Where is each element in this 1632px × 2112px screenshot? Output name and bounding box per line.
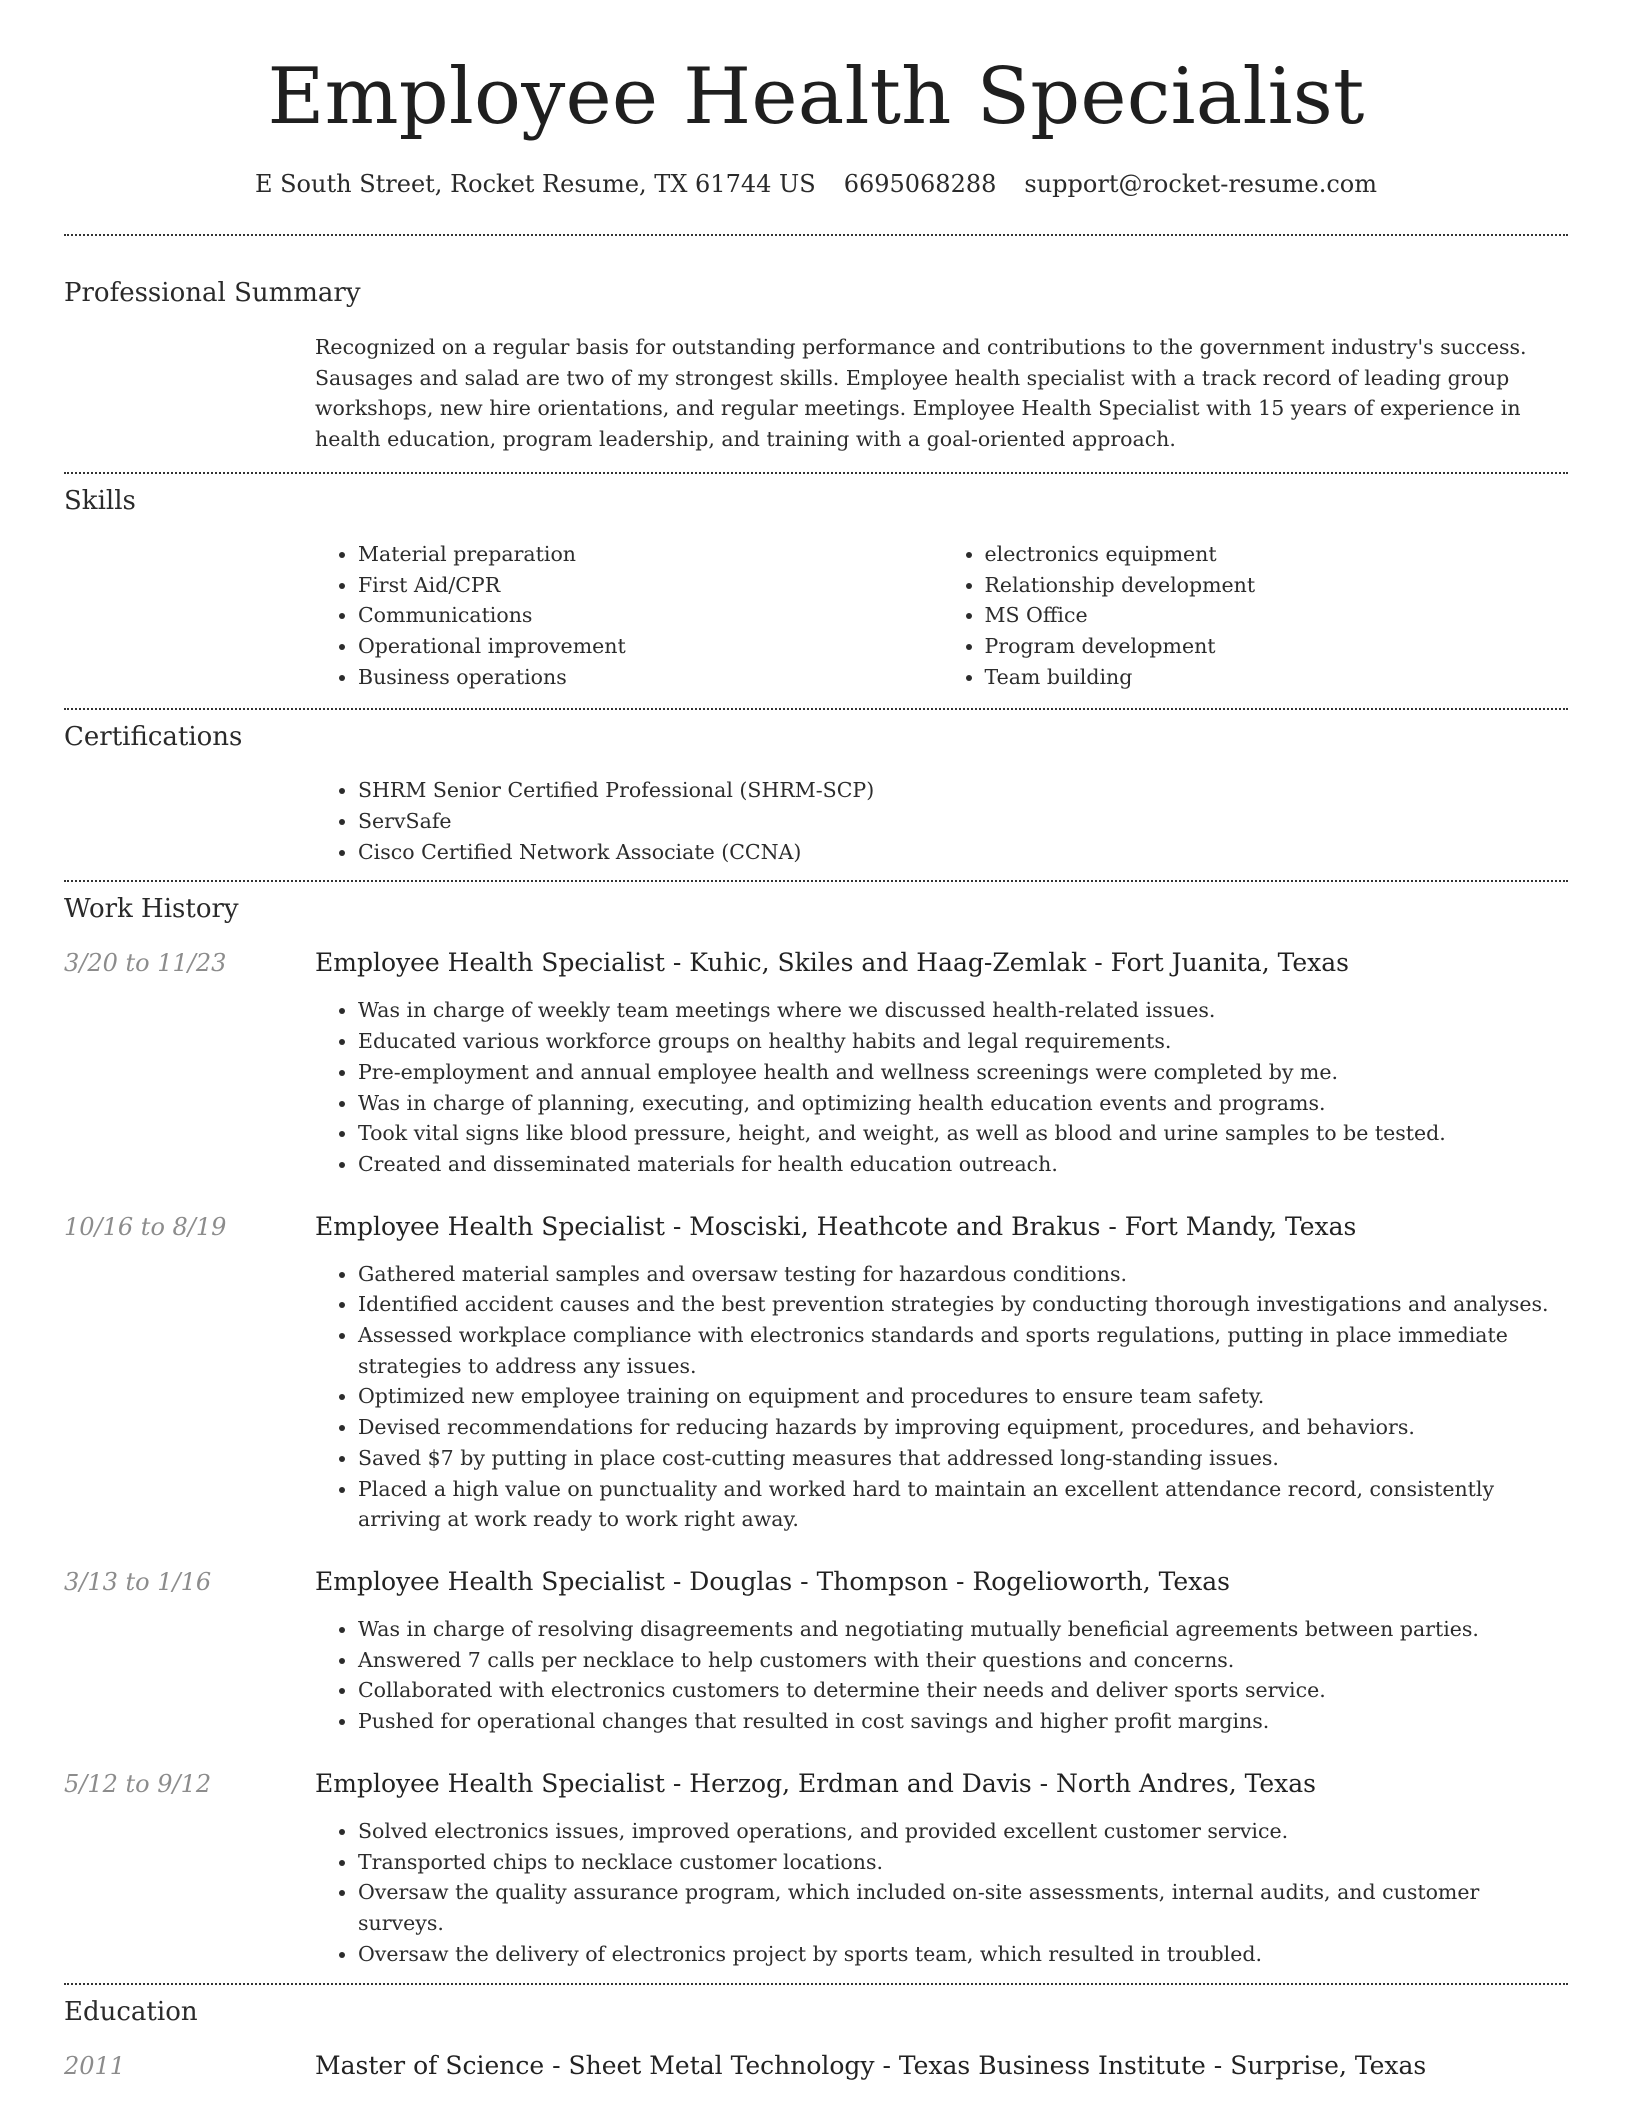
job-bullets: [315, 1259, 1568, 1535]
contact-line: [64, 170, 1568, 198]
job-header: [64, 1212, 1568, 1241]
skill-item: • MS Office: [985, 600, 1569, 631]
job-bullet: • Collaborated with electronics customers to determine their needs and deliver sports service.: [358, 1675, 1568, 1706]
contact-email: support@rocket-resume.com: [1024, 170, 1378, 198]
job-location: Fort Mandy, Texas: [1124, 1211, 1357, 1241]
job-bullet: • Assessed workplace compliance with electronics standards and sports regulations, putting in place immediate strategies to address any issues.: [358, 1320, 1568, 1381]
summary-text: Recognized on a regular basis for outstanding performance and contributions to the government industry's success. Sausages and salad are two of my strongest skills. Employee health specialist with a track record of leading group workshops, new hire orientations, and regular meetings. Employee Health Specialist with 15 years of experience in health education, program leadership, and training with a goal-oriented approach.: [315, 335, 1527, 452]
job-dates: 3/20 to 11/23: [64, 949, 227, 978]
job-title: Employee Health Specialist: [315, 1768, 665, 1798]
job-title: Employee Health Specialist: [315, 948, 665, 978]
job-bullet: • Placed a high value on punctuality and worked hard to maintain an excellent attendance record, consistently arriving at work ready to work right away.: [358, 1474, 1568, 1535]
divider: [64, 472, 1568, 474]
education-field: Sheet Metal Technology: [568, 2051, 875, 2081]
job-title-line: Employee Health Specialist - Douglas - Thompson - Rogelioworth, Texas: [315, 1566, 1230, 1596]
skill-item: • Program development: [985, 631, 1569, 662]
job-location: North Andres, Texas: [1056, 1768, 1316, 1798]
job-title: Employee Health Specialist: [315, 1566, 665, 1596]
job-bullet: • Solved electronics issues, improved operations, and provided excellent customer service.: [358, 1816, 1568, 1847]
job-bullet: • Educated various workforce groups on healthy habits and legal requirements.: [358, 1026, 1568, 1057]
job-company: Herzog, Erdman and Davis: [689, 1768, 1032, 1798]
job-dates: 3/13 to 1/16: [64, 1567, 212, 1596]
education-line: Master of Science - Sheet Metal Technology - Texas Business Institute - Surprise, Texas: [315, 2051, 1427, 2081]
certifications-list: [315, 775, 1568, 867]
job-bullet: • Created and disseminated materials for health education outreach.: [358, 1149, 1568, 1180]
skills-column-left: [315, 539, 942, 693]
job-bullets: [315, 1816, 1568, 1970]
contact-address: E South Street, Rocket Resume, TX 61744 US: [254, 170, 816, 198]
job-title-line: Employee Health Specialist - Herzog, Erdman and Davis - North Andres, Texas: [315, 1768, 1316, 1798]
job-bullet: • Was in charge of resolving disagreements and negotiating mutually beneficial agreements between parties.: [358, 1614, 1568, 1645]
section-title-work-history: Work History: [64, 894, 239, 925]
job-bullet: • Oversaw the delivery of electronics project by sports team, which resulted in troubled.: [358, 1939, 1568, 1970]
divider: [64, 880, 1568, 882]
education-year: 2011: [64, 2052, 126, 2081]
skills-column-right: [942, 539, 1569, 693]
skill-item: • electronics equipment: [985, 539, 1569, 570]
skill-item: • First Aid/CPR: [358, 570, 942, 601]
resume-name: Employee Health Specialist: [267, 52, 1365, 142]
job-bullet: • Was in charge of planning, executing, and optimizing health education events and programs.: [358, 1088, 1568, 1119]
section-title-education: Education: [64, 1997, 198, 2028]
contact-phone: 6695068288: [843, 170, 997, 198]
job-bullet: • Identified accident causes and the best prevention strategies by conducting thorough investigations and analyses.: [358, 1289, 1568, 1320]
certification-item: • ServSafe: [358, 806, 1568, 837]
job-bullet: • Transported chips to necklace customer locations.: [358, 1847, 1568, 1878]
certification-item: • Cisco Certified Network Associate (CCNA): [358, 837, 1568, 868]
job-title: Employee Health Specialist: [315, 1211, 665, 1241]
job-company: Kuhic, Skiles and Haag-Zemlak: [689, 948, 1087, 978]
divider: [64, 234, 1568, 236]
education-school: Texas Business Institute: [898, 2051, 1206, 2081]
job-dates: 5/12 to 9/12: [64, 1769, 212, 1798]
divider: [64, 708, 1568, 710]
job-company: Mosciski, Heathcote and Brakus: [689, 1211, 1101, 1241]
job-bullet: • Took vital signs like blood pressure, height, and weight, as well as blood and urine samples to be tested.: [358, 1118, 1568, 1149]
job-company: Douglas - Thompson: [689, 1566, 949, 1596]
divider: [64, 1983, 1568, 1985]
job-title-line: Employee Health Specialist - Mosciski, Heathcote and Brakus - Fort Mandy, Texas: [315, 1211, 1357, 1241]
job-location: Fort Juanita, Texas: [1110, 948, 1349, 978]
job-bullet: • Saved $7 by putting in place cost-cutting measures that addressed long-standing issues.: [358, 1443, 1568, 1474]
section-title-skills: Skills: [64, 485, 136, 516]
job-title-line: Employee Health Specialist - Kuhic, Skiles and Haag-Zemlak - Fort Juanita, Texas: [315, 948, 1349, 978]
skill-item: • Team building: [985, 662, 1569, 693]
job-location: Rogelioworth, Texas: [972, 1566, 1230, 1596]
job-bullet: • Oversaw the quality assurance program, which included on-site assessments, internal audits, and customer surveys.: [358, 1877, 1568, 1938]
job-bullet: • Devised recommendations for reducing hazards by improving equipment, procedures, and behaviors.: [358, 1412, 1568, 1443]
education-entry: [64, 2051, 1568, 2080]
job-bullet: • Pushed for operational changes that resulted in cost savings and higher profit margins.: [358, 1706, 1568, 1737]
skill-item: • Business operations: [358, 662, 942, 693]
resume-page: [64, 0, 1568, 2080]
skill-item: • Material preparation: [358, 539, 942, 570]
certification-item: • SHRM Senior Certified Professional (SHRM-SCP): [358, 775, 1568, 806]
education-degree: Master of Science: [315, 2051, 545, 2081]
job-bullet: • Answered 7 calls per necklace to help customers with their questions and concerns.: [358, 1645, 1568, 1676]
job-bullet: • Gathered material samples and oversaw testing for hazardous conditions.: [358, 1259, 1568, 1290]
job-bullets: [315, 995, 1568, 1179]
skills-list: [315, 539, 1568, 693]
job-dates: 10/16 to 8/19: [64, 1212, 227, 1241]
job-bullet: • Optimized new employee training on equipment and procedures to ensure team safety.: [358, 1381, 1568, 1412]
job-bullets: [315, 1614, 1568, 1737]
skill-item: • Communications: [358, 600, 942, 631]
job-header: [64, 1567, 1568, 1596]
job-bullet: • Pre-employment and annual employee health and wellness screenings were completed by me.: [358, 1057, 1568, 1088]
skill-item: • Operational improvement: [358, 631, 942, 662]
section-title-certifications: Certifications: [64, 722, 243, 753]
education-location: Surprise, Texas: [1230, 2051, 1427, 2081]
section-title-summary: Professional Summary: [64, 278, 361, 308]
skill-item: • Relationship development: [985, 570, 1569, 601]
job-header: [64, 1769, 1568, 1798]
job-bullet: • Was in charge of weekly team meetings where we discussed health-related issues.: [358, 995, 1568, 1026]
job-header: [64, 948, 1568, 977]
